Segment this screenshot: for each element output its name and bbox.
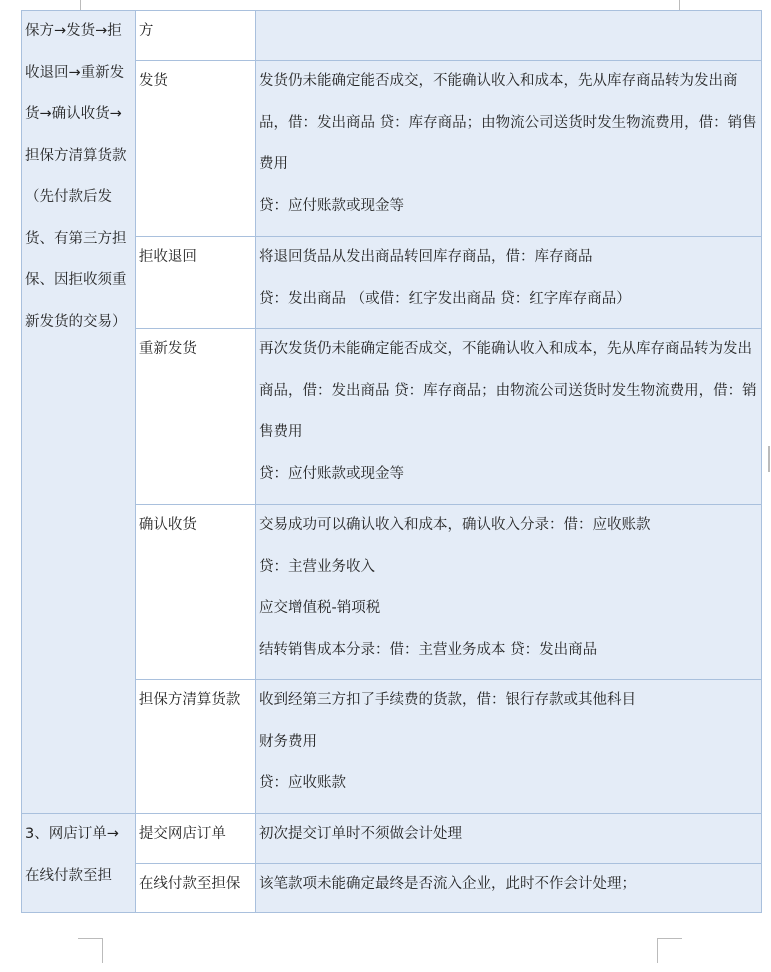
entry-line: 贷：应付账款或现金等 [259,465,404,482]
operation-cell: 提交网店订单 [135,814,255,864]
category-cell: 3、网店订单→在线付款至担 [22,814,136,913]
entry-line: 将退回货品从发出商品转回库存商品，借：库存商品 [259,249,593,265]
entry-cell [256,505,762,680]
entry-cell [256,237,762,329]
entry-line: 收到经第三方扣了手续费的货款，借：银行存款或其他科目 [259,692,636,708]
entry-line: 结转销售成本分录：借：主营业务成本 贷：发出商品 [259,641,598,658]
operation-cell: 拒收退回 [135,237,255,329]
entry-line: 贷：发出商品 （或借：红字发出商品 贷：红字库存商品） [259,290,631,307]
operation-cell: 发货 [135,61,255,237]
entry-line: 该笔款项未能确定最终是否流入企业，此时不作会计处理； [259,876,636,892]
entry-line: 贷：应付账款或现金等 [259,197,404,214]
operation-cell: 重新发货 [135,329,255,505]
accounting-table [21,10,762,913]
page-corner-mark [657,938,682,963]
operation-cell: 确认收货 [135,505,255,680]
entry-cell [256,864,762,913]
entry-line: 交易成功可以确认收入和成本，确认收入分录：借：应收账款 [259,517,651,533]
page-corner-mark [78,938,103,963]
entry-line: 贷：主营业务收入 [259,558,375,575]
operation-cell: 方 [135,11,255,61]
table-row [22,11,762,61]
entry-line: 发货仍未能确定能否成交，不能确认收入和成本，先从库存商品转为发出商品，借：发出商品 贷：库存商品；由物流公司送货时发生物流费用，借：销售费用 [259,73,757,172]
operation-cell: 在线付款至担保 [135,864,255,913]
page-edge-marker [768,446,770,472]
entry-line: 财务费用 [259,733,317,750]
table-row [22,814,762,864]
entry-line: 贷：应收账款 [259,775,346,791]
entry-cell [256,329,762,505]
entry-line: 再次发货仍未能确定能否成交，不能确认收入和成本，先从库存商品转为发出商品，借：发出商品 贷：库存商品；由物流公司送货时发生物流费用，借：销售费用 [259,341,757,440]
category-cell: 保方→发货→拒收退回→重新发货→确认收货→担保方清算货款（先付款后发货、有第三方担保、因拒收须重新发货的交易） [22,11,136,814]
entry-cell [256,61,762,237]
entry-cell [256,814,762,864]
entry-cell [256,680,762,814]
page-corner-mark [657,0,680,10]
operation-cell: 担保方清算货款 [135,680,255,814]
entry-line: 初次提交订单时不须做会计处理 [259,826,462,842]
entry-cell [256,11,762,61]
page-corner-mark [80,0,103,10]
entry-line: 应交增值税-销项税 [259,600,381,616]
